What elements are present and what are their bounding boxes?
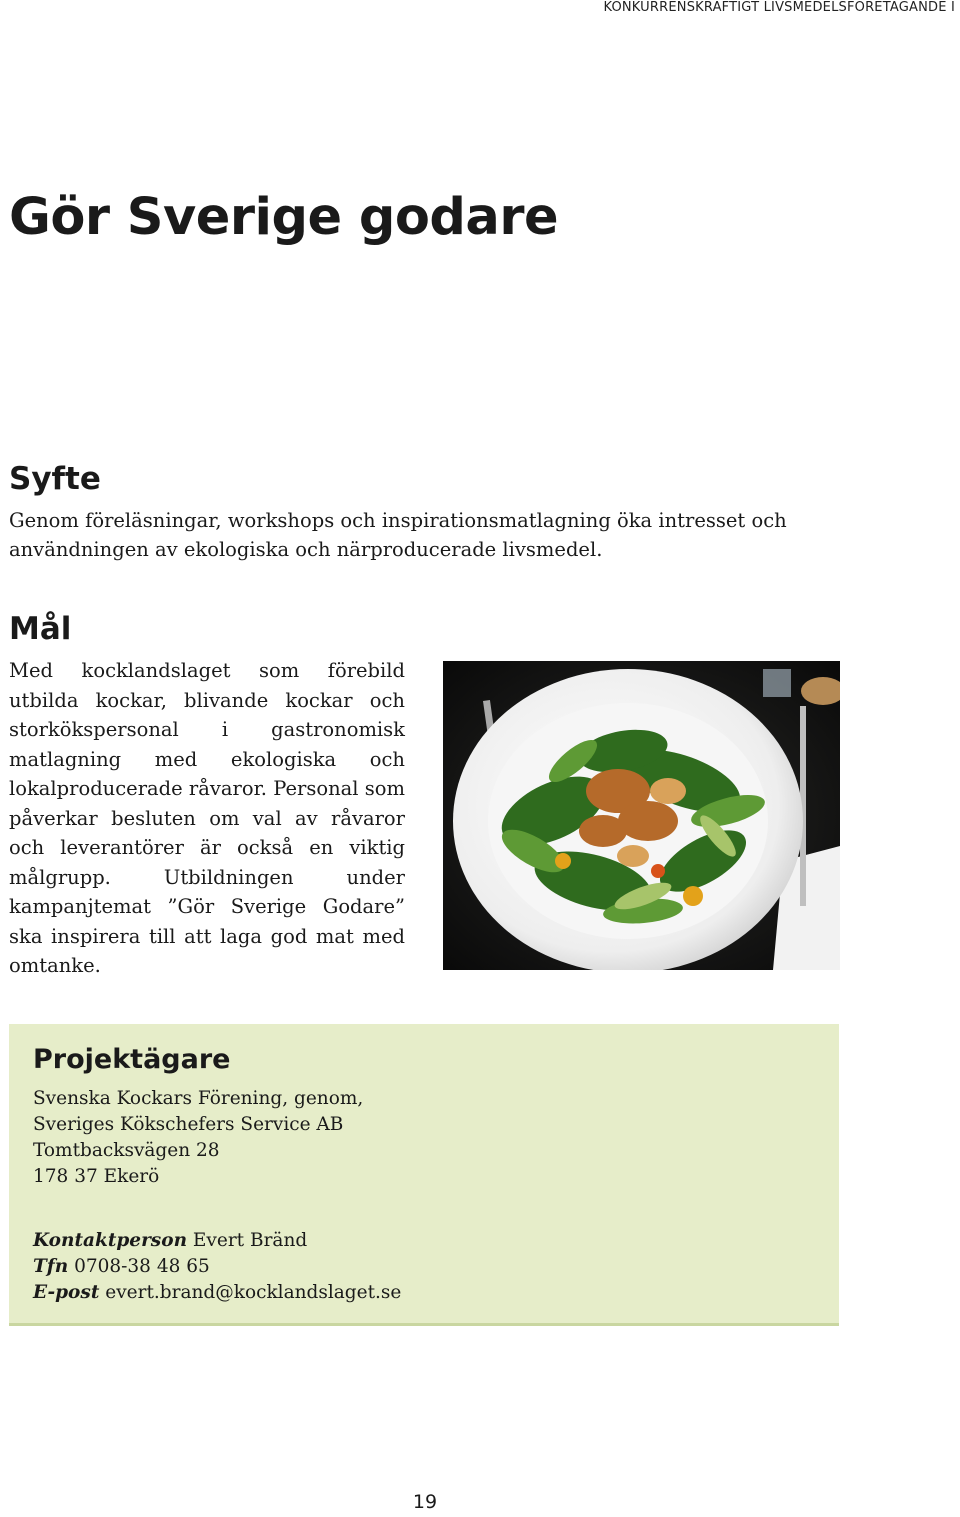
syfte-text: Genom föreläsningar, workshops och inspirationsmatlagning öka intresset och användningen av ekologiska och närproducerade livsmedel. [9, 509, 787, 561]
address-line: 178 37 Ekerö [33, 1166, 160, 1187]
mal-heading: Mål [9, 611, 72, 647]
project-owner-address [33, 1086, 363, 1190]
contact-person-value: Evert Bränd [192, 1230, 308, 1251]
contact-info [33, 1228, 401, 1306]
email-value[interactable]: evert.brand@kocklandslaget.se [105, 1282, 402, 1303]
phone-label: Tfn [33, 1256, 69, 1277]
project-owner-box [9, 1024, 839, 1326]
email-label: E-post [33, 1282, 100, 1303]
page-title: Gör Sverige godare [9, 188, 559, 247]
phone-value: 0708-38 48 65 [74, 1256, 210, 1277]
address-line: Sveriges Kökschefers Service AB [33, 1114, 344, 1135]
mal-text: Med kocklandslaget som förebild utbilda kockar, blivande kockar och storkökspersonal i gastronomisk matlagning med ekologiska och lokalproducerade råvaror. Personal som påverkar besluten om val av råvaror och leverantörer är också en viktig målgrupp. Utbildningen under kampanjtemat ”Gör Sverige Godare” ska inspirera till att laga god mat med omtanke. [9, 659, 405, 977]
phone-row [33, 1254, 401, 1280]
contact-person-row [33, 1228, 401, 1254]
running-header: KONKURRENSKRAFTIGT LIVSMEDELSFÖRETAGANDE I [603, 0, 955, 15]
salad-plate-photo [443, 661, 840, 970]
address-line: Tomtbacksvägen 28 [33, 1140, 220, 1161]
contact-person-label: Kontaktperson [33, 1230, 188, 1251]
syfte-heading: Syfte [9, 461, 101, 497]
address-line: Svenska Kockars Förening, genom, [33, 1088, 364, 1109]
page-number: 19 [412, 1491, 438, 1513]
email-row [33, 1280, 401, 1306]
project-owner-heading: Projektägare [33, 1044, 231, 1075]
